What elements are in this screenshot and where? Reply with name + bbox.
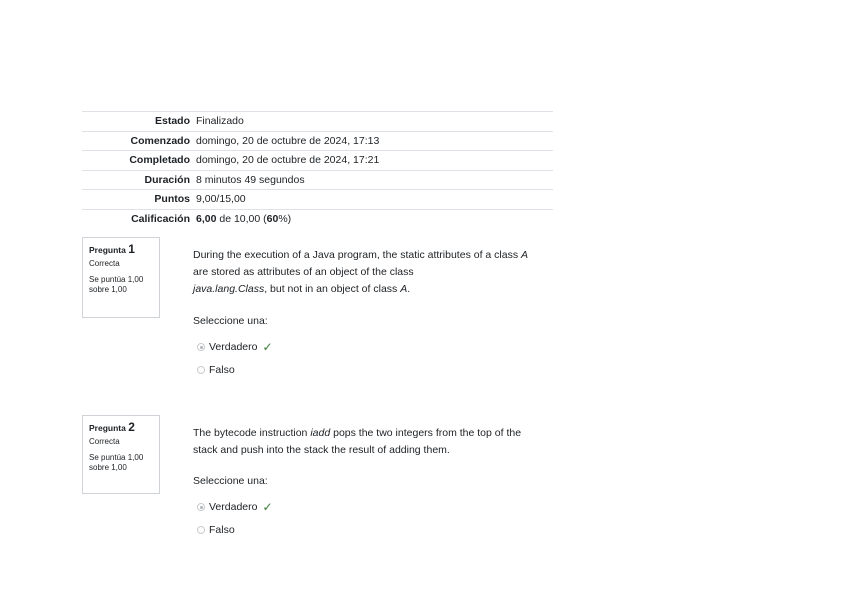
question-grade: Se puntúa 1,00 sobre 1,00 bbox=[89, 453, 144, 472]
question-state: Correcta bbox=[89, 259, 120, 268]
question-1-text: During the execution of a Java program, the static attributes of a class A are stored as attributes of an object of the class java.lang.Class, but not in an object of class A. bbox=[193, 249, 529, 295]
summary-value: 9,00/15,00 bbox=[196, 190, 553, 210]
option-label: Verdadero bbox=[209, 341, 258, 353]
summary-label: Duración bbox=[82, 170, 196, 190]
summary-label: Completado bbox=[82, 151, 196, 171]
summary-row-completado bbox=[82, 151, 553, 171]
summary-row-comenzado bbox=[82, 131, 553, 151]
question-1-prompt: Seleccione una: bbox=[193, 315, 268, 327]
radio-selected[interactable] bbox=[197, 343, 205, 351]
question-2-text: The bytecode instruction iadd pops the two integers from the top of the stack and push into the stack the result of adding them. bbox=[193, 427, 522, 456]
check-icon: ✓ bbox=[262, 340, 273, 354]
summary-label: Puntos bbox=[82, 190, 196, 210]
question-number: Pregunta 2 bbox=[89, 420, 135, 434]
check-icon: ✓ bbox=[262, 500, 273, 514]
question-1-option-verdadero[interactable] bbox=[197, 340, 273, 354]
grade-mid: de 10,00 ( bbox=[219, 212, 267, 225]
option-label: Verdadero bbox=[209, 501, 258, 513]
summary-label: Comenzado bbox=[82, 131, 196, 151]
summary-value: domingo, 20 de octubre de 2024, 17:13 bbox=[196, 131, 553, 151]
radio-selected[interactable] bbox=[197, 503, 205, 511]
option-label: Falso bbox=[209, 364, 235, 376]
question-1-option-falso[interactable] bbox=[197, 364, 235, 376]
summary-value: Finalizado bbox=[196, 112, 553, 132]
summary-row-estado bbox=[82, 112, 553, 132]
grade-percent: 60 bbox=[266, 212, 279, 225]
attempt-summary-table bbox=[82, 111, 553, 228]
summary-label: Calificación bbox=[82, 209, 196, 228]
option-label: Falso bbox=[209, 524, 235, 536]
radio-unselected[interactable] bbox=[197, 366, 205, 374]
summary-value: 8 minutos 49 segundos bbox=[196, 170, 553, 190]
grade-value bbox=[196, 209, 553, 228]
summary-value: domingo, 20 de octubre de 2024, 17:21 bbox=[196, 151, 553, 171]
question-number: Pregunta 1 bbox=[89, 242, 135, 256]
summary-row-duracion bbox=[82, 170, 553, 190]
question-1-info bbox=[82, 237, 160, 318]
summary-label: Estado bbox=[82, 112, 196, 132]
summary-row-puntos bbox=[82, 190, 553, 210]
question-2-option-verdadero[interactable] bbox=[197, 500, 273, 514]
radio-unselected[interactable] bbox=[197, 526, 205, 534]
question-grade: Se puntúa 1,00 sobre 1,00 bbox=[89, 275, 144, 294]
grade-score: 6,00 bbox=[196, 212, 217, 225]
question-2-info bbox=[82, 415, 160, 494]
grade-end: %) bbox=[278, 212, 292, 225]
question-2-option-falso[interactable] bbox=[197, 524, 235, 536]
summary-row-calificacion bbox=[82, 209, 553, 228]
question-2-prompt: Seleccione una: bbox=[193, 475, 268, 487]
question-state: Correcta bbox=[89, 437, 120, 446]
